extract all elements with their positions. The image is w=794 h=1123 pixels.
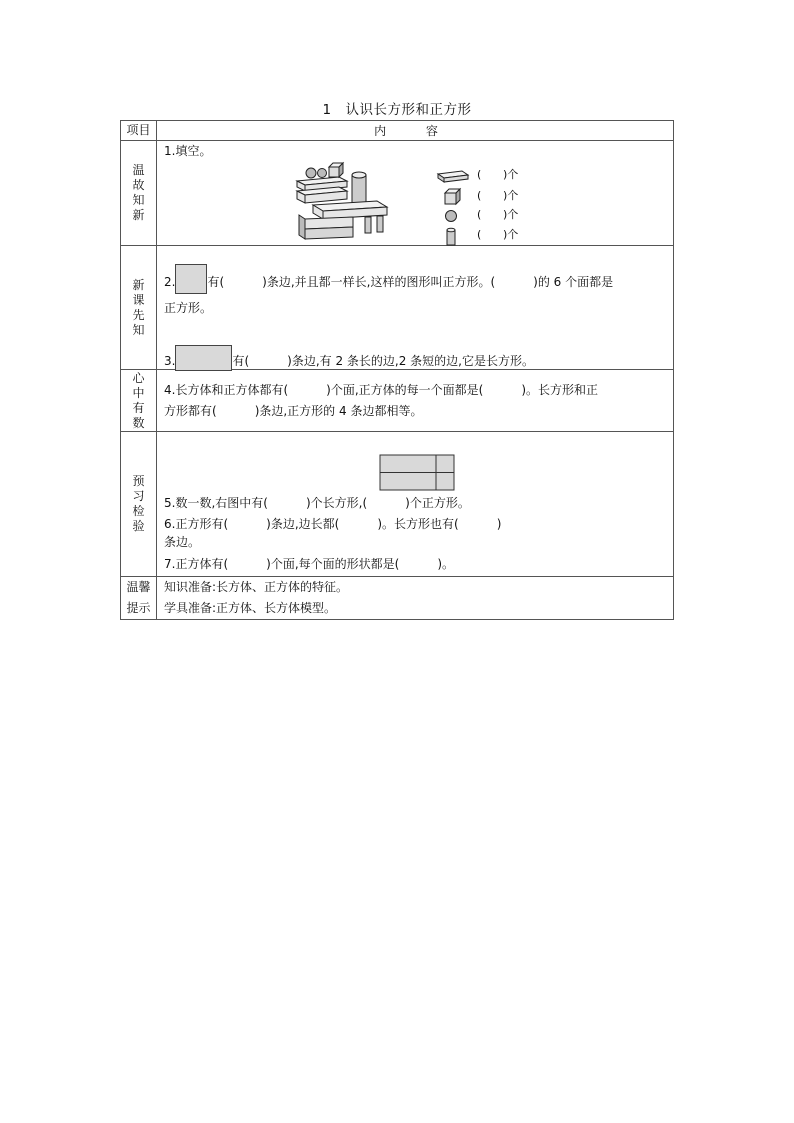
lesson-number: 1 (322, 102, 332, 118)
count-cube: ( )个 (477, 189, 519, 202)
row-tips (121, 577, 674, 620)
count-sphere: ( )个 (477, 208, 519, 221)
row-new (121, 246, 674, 370)
page-title (0, 98, 794, 118)
q2-line1: 2. 有( )条边,并且都一样长,这样的图形叫正方形。( )的 6 个面都是 (164, 264, 613, 294)
count-cylinder: ( )个 (477, 228, 519, 241)
q2-line2: 正方形。 (164, 301, 213, 315)
square-shape (175, 264, 207, 294)
label-preview: 预 习 检 验 (121, 432, 157, 577)
q7-line: 7.正方体有( )个面,每个面的形状都是( )。 (164, 557, 455, 571)
worksheet-table (120, 120, 674, 620)
sphere-icon (446, 211, 457, 222)
q5-line: 5.数一数,右图中有( )个长方形,( )个正方形。 (164, 496, 470, 510)
tip-tools: 学具准备:正方体、长方体模型。 (164, 601, 337, 615)
solid-shapes-legend (435, 167, 475, 249)
row-review (121, 141, 674, 246)
count-cuboid: ( )个 (477, 168, 519, 181)
cube-icon (445, 193, 456, 204)
q4-line2: 方形都有( )条边,正方形的 4 条边都相等。 (164, 404, 423, 418)
header-row (121, 121, 674, 141)
content-mind (157, 370, 674, 432)
row-mind (121, 370, 674, 432)
rectangle-shape (175, 345, 232, 371)
q3-line: 3. 有( )条边,有 2 条长的边,2 条短的边,它是长方形。 (164, 345, 534, 371)
header-item: 项目 (121, 121, 157, 141)
content-preview (157, 432, 674, 577)
content-tips (157, 577, 674, 620)
label-review: 温 故 知 新 (121, 141, 157, 246)
row-preview (121, 432, 674, 577)
lesson-title: 认识长方形和正方形 (345, 102, 472, 118)
q6-line2: 条边。 (164, 535, 201, 549)
content-review (157, 141, 674, 246)
content-new (157, 246, 674, 370)
q4-line1: 4.长方体和正方体都有( )个面,正方体的每一个面都是( )。长方形和正 (164, 383, 599, 397)
rectangle-grid-figure (379, 454, 457, 492)
q6-line1: 6.正方形有( )条边,边长都( )。长方形也有( ) (164, 517, 502, 531)
label-tips: 温馨 提示 (121, 577, 157, 620)
label-new: 新 课 先 知 (121, 246, 157, 370)
label-mind: 心 中 有 数 (121, 370, 157, 432)
q1-text: 1.填空。 (164, 144, 212, 158)
tip-knowledge: 知识准备:长方体、正方体的特征。 (164, 580, 349, 594)
block-stack-illustration (295, 161, 395, 245)
header-content: 内 容 (157, 121, 674, 141)
